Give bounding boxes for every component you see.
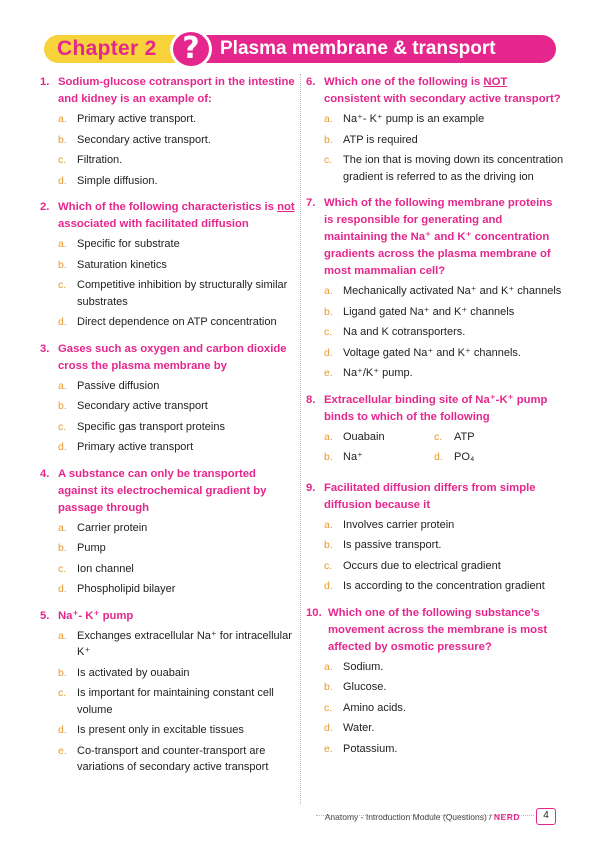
option: a. Exchanges extracellular Na⁺ for intracellular K⁺ — [58, 629, 292, 658]
question-9 — [306, 480, 564, 595]
option: d. Is present only in excitable tissues — [58, 724, 244, 736]
question-stem: 7. Which of the following membrane proteins is responsible for generating and maintaining the Na⁺ and K⁺ concentration gradients across the plasma membrane of most mammalian cell? — [306, 197, 553, 277]
option: b. Pump — [58, 542, 106, 554]
question-stem: 5. Na⁺- K⁺ pump — [40, 609, 134, 622]
option: c. Is important for maintaining constant cell volume — [58, 687, 274, 716]
question-stem: 10. Which one of the following substance’s movement across the membrane is most affected by osmotic pressure? — [306, 606, 548, 653]
question-1 — [40, 74, 296, 189]
option: d. Phospholipid bilayer — [58, 583, 176, 595]
left-column — [40, 74, 296, 786]
question-stem: 2. Which of the following characteristics is not associated with facilitated diffusion — [40, 201, 295, 230]
option: c. Amino acids. — [324, 701, 406, 714]
option: d. Simple diffusion. — [58, 174, 158, 187]
option: b. Saturation kinetics — [58, 258, 167, 271]
question-8 — [306, 392, 564, 470]
brand-logo: NERD — [493, 812, 520, 822]
question-stem: 4. A substance can only be transported against its electrochemical gradient by passage through — [40, 467, 267, 514]
option: a. Passive diffusion — [58, 379, 160, 392]
question-stem: 9. Facilitated diffusion differs from simple diffusion because it — [306, 481, 536, 511]
option-grid — [306, 429, 564, 470]
option: d. Water. — [324, 722, 375, 734]
footer-caption: Anatomy - Introduction Module (Questions) / NERD — [324, 812, 520, 822]
question-5 — [40, 608, 296, 776]
option: a. Ouabain — [324, 430, 385, 443]
option: c. Ion channel — [58, 562, 134, 575]
column-divider — [300, 74, 301, 804]
question-stem: 6. Which one of the following is NOT consistent with secondary active transport? — [306, 76, 561, 105]
option: a. Carrier protein — [58, 521, 148, 534]
option: c. Specific gas transport proteins — [58, 420, 225, 433]
option: b. Secondary active transport. — [58, 133, 211, 146]
option: a. Involves carrier protein — [324, 518, 455, 531]
option: b. Is passive transport. — [324, 539, 442, 551]
option: c. Filtration. — [58, 154, 123, 166]
option: d. Primary active transport — [58, 441, 194, 453]
option: b. Ligand gated Na⁺ and K⁺ channels — [324, 305, 515, 318]
option: d. PO₄ — [434, 451, 475, 463]
option: a. Sodium. — [324, 660, 384, 673]
option: d. Voltage gated Na⁺ and K⁺ channels. — [324, 346, 521, 359]
title-banner — [194, 35, 556, 63]
option: e. Na⁺/K⁺ pump. — [324, 367, 413, 379]
question-7 — [306, 195, 564, 382]
option: c. Occurs due to electrical gradient — [324, 559, 501, 572]
option: b. Na⁺ — [324, 451, 363, 463]
question-4 — [40, 466, 296, 598]
option: a. Na⁺- K⁺ pump is an example — [324, 113, 485, 125]
question-stem: 3. Gases such as oxygen and carbon dioxide cross the plasma membrane by — [40, 342, 287, 372]
option: e. Co-transport and counter-transport are variations of secondary active transport — [58, 744, 269, 773]
option: d. Direct dependence on ATP concentration — [58, 316, 277, 328]
option: d. Is according to the concentration gradient — [324, 580, 545, 592]
chapter-title: Plasma membrane & transport — [220, 38, 496, 59]
option: b. Is activated by ouabain — [58, 666, 190, 679]
option: c. Competitive inhibition by structurally similar substrates — [58, 279, 288, 308]
chapter-label: Chapter 2 — [57, 37, 157, 60]
question-2 — [40, 199, 296, 331]
option: a. Primary active transport. — [58, 113, 197, 125]
option: a. Mechanically activated Na⁺ and K⁺ channels — [324, 285, 562, 297]
page-number: 4 — [536, 808, 556, 825]
question-10 — [306, 605, 564, 758]
question-stem: 8. Extracellular binding site of Na⁺-K⁺ pump binds to which of the following — [306, 393, 548, 423]
option: b. Glucose. — [324, 681, 387, 693]
option: c. ATP — [434, 430, 475, 443]
option: b. Secondary active transport — [58, 400, 208, 412]
question-stem: 1. Sodium-glucose cotransport in the intestine and kidney is an example of: — [40, 76, 295, 105]
question-6 — [306, 74, 564, 185]
option: b. ATP is required — [324, 133, 418, 146]
page-footer — [0, 808, 600, 828]
right-column — [306, 74, 564, 767]
option: c. The ion that is moving down its concentration gradient is referred to as the driving ion — [324, 154, 564, 183]
question-mark-icon: ? — [170, 29, 212, 69]
chapter-header — [44, 31, 556, 66]
question-3 — [40, 341, 296, 456]
option: a. Specific for substrate — [58, 238, 180, 250]
option: c. Na and K cotransporters. — [324, 326, 466, 338]
option: e. Potassium. — [324, 742, 398, 755]
